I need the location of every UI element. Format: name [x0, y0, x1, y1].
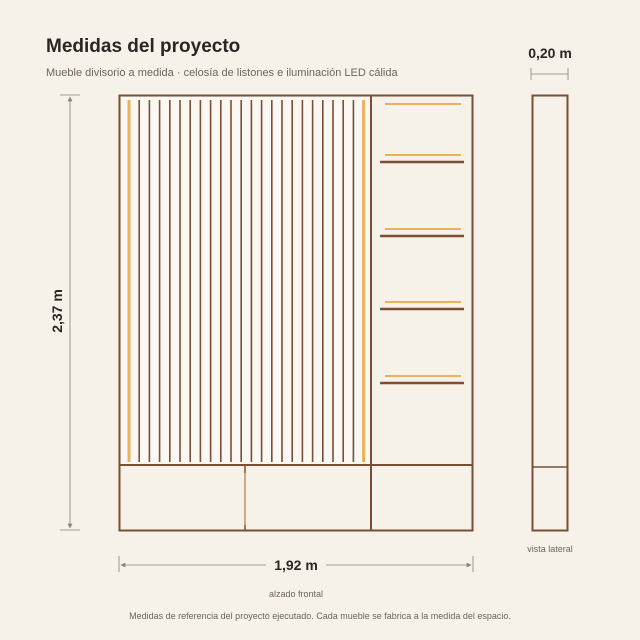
page-title: Medidas del proyecto [46, 36, 241, 57]
shelf-2 [380, 229, 464, 236]
slat-panel [121, 97, 370, 464]
depth-dimension [531, 68, 568, 80]
front-view-label: alzado frontal [268, 589, 324, 599]
depth-label: 0,20 m [528, 45, 572, 61]
shelf-1 [380, 155, 464, 162]
footer-note: Medidas de referencia del proyecto ejecutado. Cada mueble se fabrica a la medida del espacio. [129, 611, 511, 621]
width-label: 1,92 m [266, 558, 326, 572]
shelf-3 [380, 302, 464, 309]
side-view-label: vista lateral [527, 544, 573, 554]
height-label: 2,37 m [49, 289, 65, 333]
side-view [532, 96, 568, 531]
page-subtitle: Mueble divisorio a medida · celosía de listones e iluminación LED cálida [46, 67, 398, 79]
shelves [380, 104, 464, 383]
shelf-4 [380, 376, 464, 383]
